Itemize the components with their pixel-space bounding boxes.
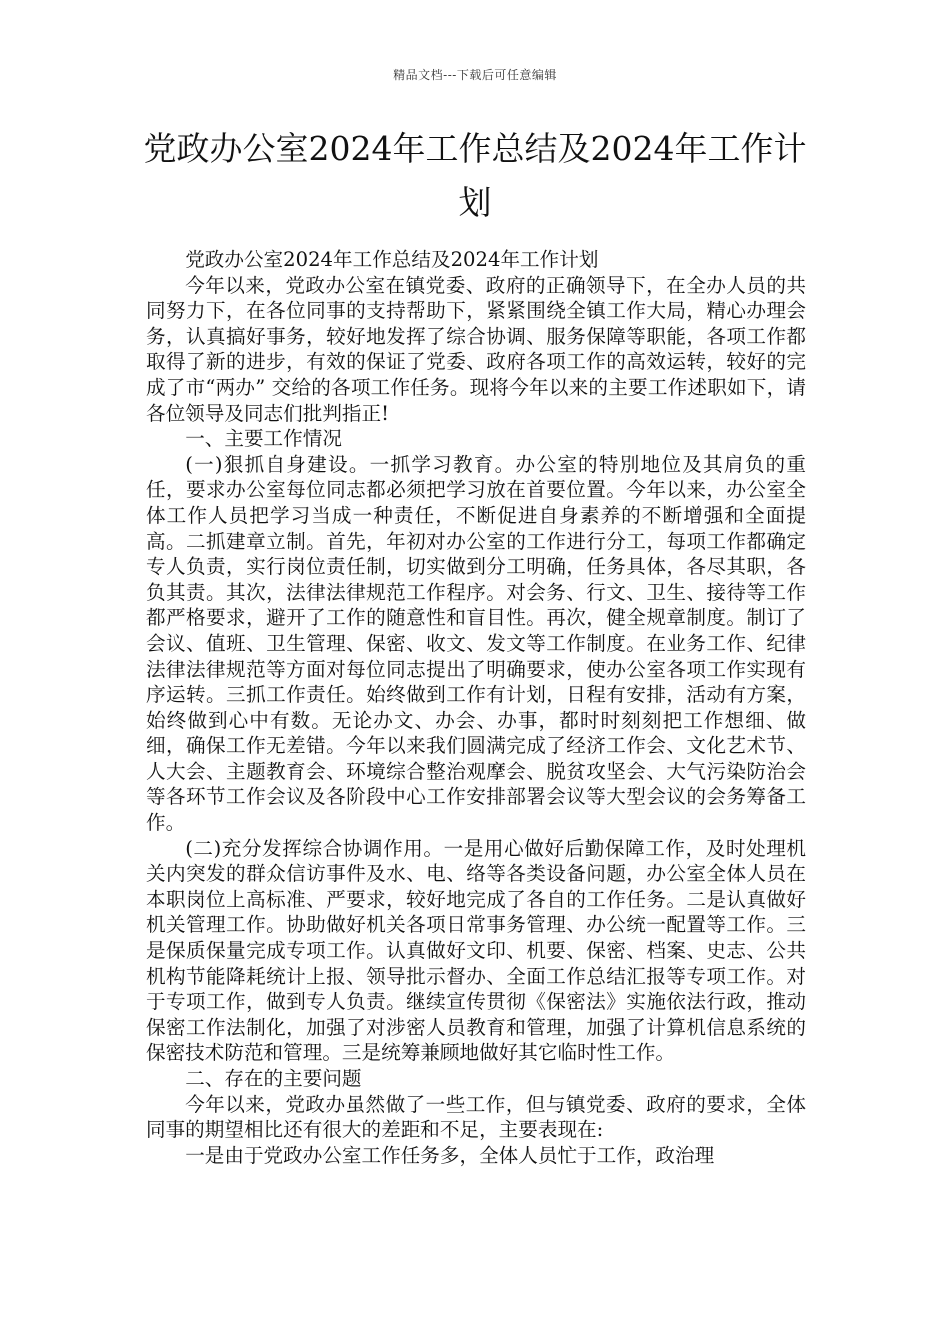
section-heading-problems: 二、存在的主要问题 <box>185 1067 362 1090</box>
paragraph-problems-intro: 今年以来，党政办虽然做了一些工作，但与镇党委、政府的要求，全体同事的期望相比还有很大的差距和不足，主要表现在: <box>146 1092 806 1142</box>
paragraph-self-building: (一)狠抓自身建设。一抓学习教育。办公室的特別地位及其肩负的重任，要求办公室每位同志都必须把学习放在首要位置。今年以来，办公室全体工作人员把学习当成一种责任，不断促进自身素养的不断增强和全面提高。二抓建章立制。首先，年初对办公室的工作进行分工，每项工作都确定专人负责，实行岗位责任制，切实做到分工明确，任务具体，各尽其职，各负其责。其次，法律法律规范工作程序。对会务、行文、卫生、接待等工作都严格要求，避开了工作的随意性和盲目性。再次，健全规章制度。制订了会议、值班、卫生管理、保密、收文、发文等工作制度。在业务工作、纪律法律法律规范等方面对每位同志提出了明确要求，使办公室各项工作实现有序运转。三抓工作责任。始终做到工作有计划，日程有安排，活动有方案，始终做到心中有数。无论办文、办会、办事，都时时刻刻把工作想细、做细，确保工作无差错。今年以来我们圆满完成了经济工作会、文化艺术节、人大会、主题教育会、环境综合整治观摩会、脱贫攻坚会、大气污染防治会等各环节工作会议及各阶段中心工作安排部署会议等大型会议的会务筹备工作。 <box>146 452 806 835</box>
paragraph-subtitle: 党政办公室2024年工作总结及2024年工作计划 <box>185 248 599 271</box>
section-heading-main-work: 一、主要工作情况 <box>185 427 342 451</box>
paragraph-coordination: (二)充分发挥综合协调作用。一是用心做好后勤保障工作，及时处理机关内突发的群众信访事件及水、电、络等各类设备问题，办公室全体人员在本职岗位上高标准、严要求，较好地完成了各自的工作任务。二是认真做好机关管理工作。协助做好机关各项日常事务管理、办公统一配置等工作。三是保质保量完成专项工作。认真做好文印、机要、保密、档案、史志、公共机构节能降耗统计上报、领导批示督办、全面工作总结汇报等专项工作。对于专项工作，做到专人负责。继续宣传贯彻《保密法》实施依法行政，推动保密工作法制化，加强了对涉密人员教育和管理，加强了计算机信息系统的保密技术防范和管理。三是统筹兼顾地做好其它临时性工作。 <box>146 836 806 1065</box>
paragraph-intro: 今年以来，党政办公室在镇党委、政府的正确领导下，在全办人员的共同努力下，在各位同事的支持帮助下，紧紧围绕全镇工作大局，精心办理会务，认真搞好事务，较好地发挥了综合协调、服务保障等职能，各项工作都取得了新的进步，有效的保证了党委、政府各项工作的高效运转，较好的完成了市“两办” 交给的各项工作任务。现将今年以来的主要工作述职如下，请各位领导及同志们批判指正! <box>146 273 806 425</box>
header-note: 精品文档---下载后可任意编辑 <box>393 68 557 82</box>
document-title: 党政办公室2024年工作总结及2024年工作计划 <box>143 129 807 222</box>
document-body <box>146 247 806 1168</box>
paragraph-problem-one: 一是由于党政办公室工作任务多，全体人员忙于工作，政治理 <box>185 1143 715 1167</box>
